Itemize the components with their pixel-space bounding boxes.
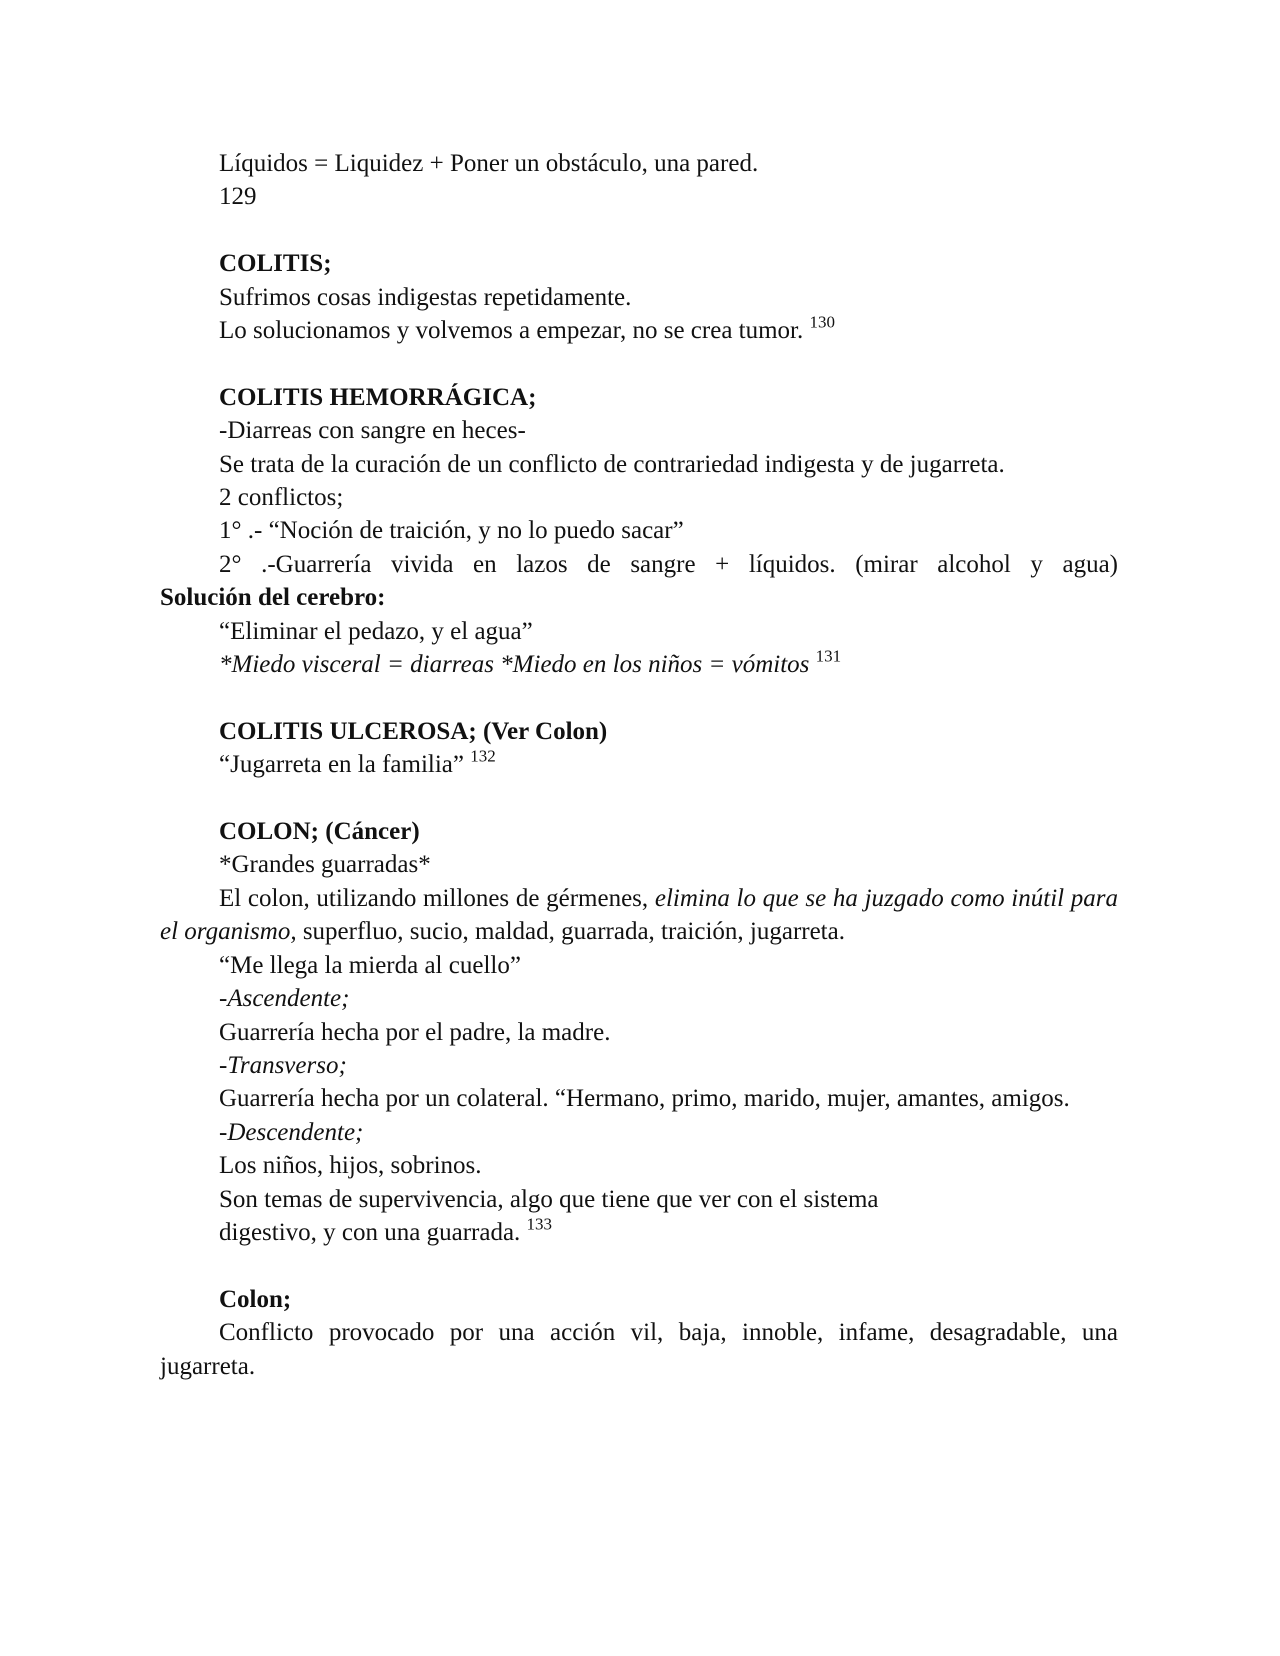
subsection-label: -Ascendente; <box>219 985 350 1013</box>
paragraph-text: Lo solucionamos y volvemos a empezar, no se crea tumor. <box>219 317 804 345</box>
list-item: 2° .-Guarrería vivida en lazos de sangre + líquidos. (mirar alcohol y agua) <box>219 550 1118 578</box>
paragraph-text: El colon, utilizando millones de gérmenes, <box>219 884 649 912</box>
list-item: 1° .- “Noción de traición, y no lo puedo sacar” <box>219 517 684 545</box>
paragraph: 2 conflictos; <box>219 484 344 512</box>
section-heading: COLITIS ULCEROSA; (Ver Colon) <box>219 717 608 745</box>
spacer <box>160 347 1118 380</box>
footnote-ref: 132 <box>470 746 496 766</box>
paragraph: “Eliminar el pedazo, y el agua” <box>219 617 533 645</box>
footnote-ref: 131 <box>815 646 842 666</box>
paragraph: Son temas de supervivencia, algo que tiene que ver con el sistema <box>219 1185 879 1213</box>
paragraph: Guarrería hecha por el padre, la madre. <box>219 1018 611 1046</box>
paragraph <box>160 648 1118 681</box>
paragraph <box>160 314 1118 347</box>
paragraph-text-italic: elimina lo que se ha juzgado como inútil para el organismo, <box>160 884 1119 946</box>
paragraph <box>160 748 1118 781</box>
section-heading: Colon; <box>219 1285 292 1313</box>
spacer <box>160 782 1118 815</box>
paragraph-text: “Jugarreta en la familia” <box>219 751 464 779</box>
section-heading: COLITIS; <box>219 250 332 278</box>
subsection-label: -Transverso; <box>219 1051 347 1079</box>
page-number-line: 129 <box>219 183 257 211</box>
paragraph: Los niños, hijos, sobrinos. <box>219 1152 482 1180</box>
paragraph: “Me llega la mierda al cuello” <box>219 951 521 979</box>
paragraph: -Diarreas con sangre en heces- <box>219 417 526 445</box>
spacer <box>160 1249 1118 1282</box>
paragraph <box>160 882 1118 949</box>
paragraph: Sufrimos cosas indigestas repetidamente. <box>219 283 632 311</box>
paragraph: Conflicto provocado por una acción vil, baja, innoble, infame, desagradable, una jugarreta. <box>160 1319 1118 1380</box>
paragraph-text: *Miedo visceral = diarreas *Miedo en los niños = vómitos <box>219 651 810 679</box>
paragraph: Se trata de la curación de un conflicto de contrariedad indigesta y de jugarreta. <box>219 450 1005 478</box>
footnote-ref: 133 <box>526 1214 553 1234</box>
spacer <box>160 681 1118 714</box>
paragraph <box>160 1216 1118 1249</box>
paragraph: Guarrería hecha por un colateral. “Hermano, primo, marido, mujer, amantes, amigos. <box>219 1085 1070 1113</box>
document-page <box>160 147 1118 1383</box>
section-heading: COLITIS HEMORRÁGICA; <box>219 383 537 411</box>
subheading: Solución del cerebro: <box>160 584 386 612</box>
text-line: Líquidos = Liquidez + Poner un obstáculo, una pared. <box>219 150 759 177</box>
footnote-ref: 130 <box>809 312 836 332</box>
section-heading: COLON; (Cáncer) <box>219 818 420 846</box>
spacer <box>160 214 1118 247</box>
paragraph-text: superfluo, sucio, maldad, guarrada, traición, jugarreta. <box>302 918 845 946</box>
paragraph-text: digestivo, y con una guarrada. <box>219 1218 521 1246</box>
subsection-label: -Descendente; <box>219 1118 364 1146</box>
paragraph: *Grandes guarradas* <box>219 851 431 879</box>
